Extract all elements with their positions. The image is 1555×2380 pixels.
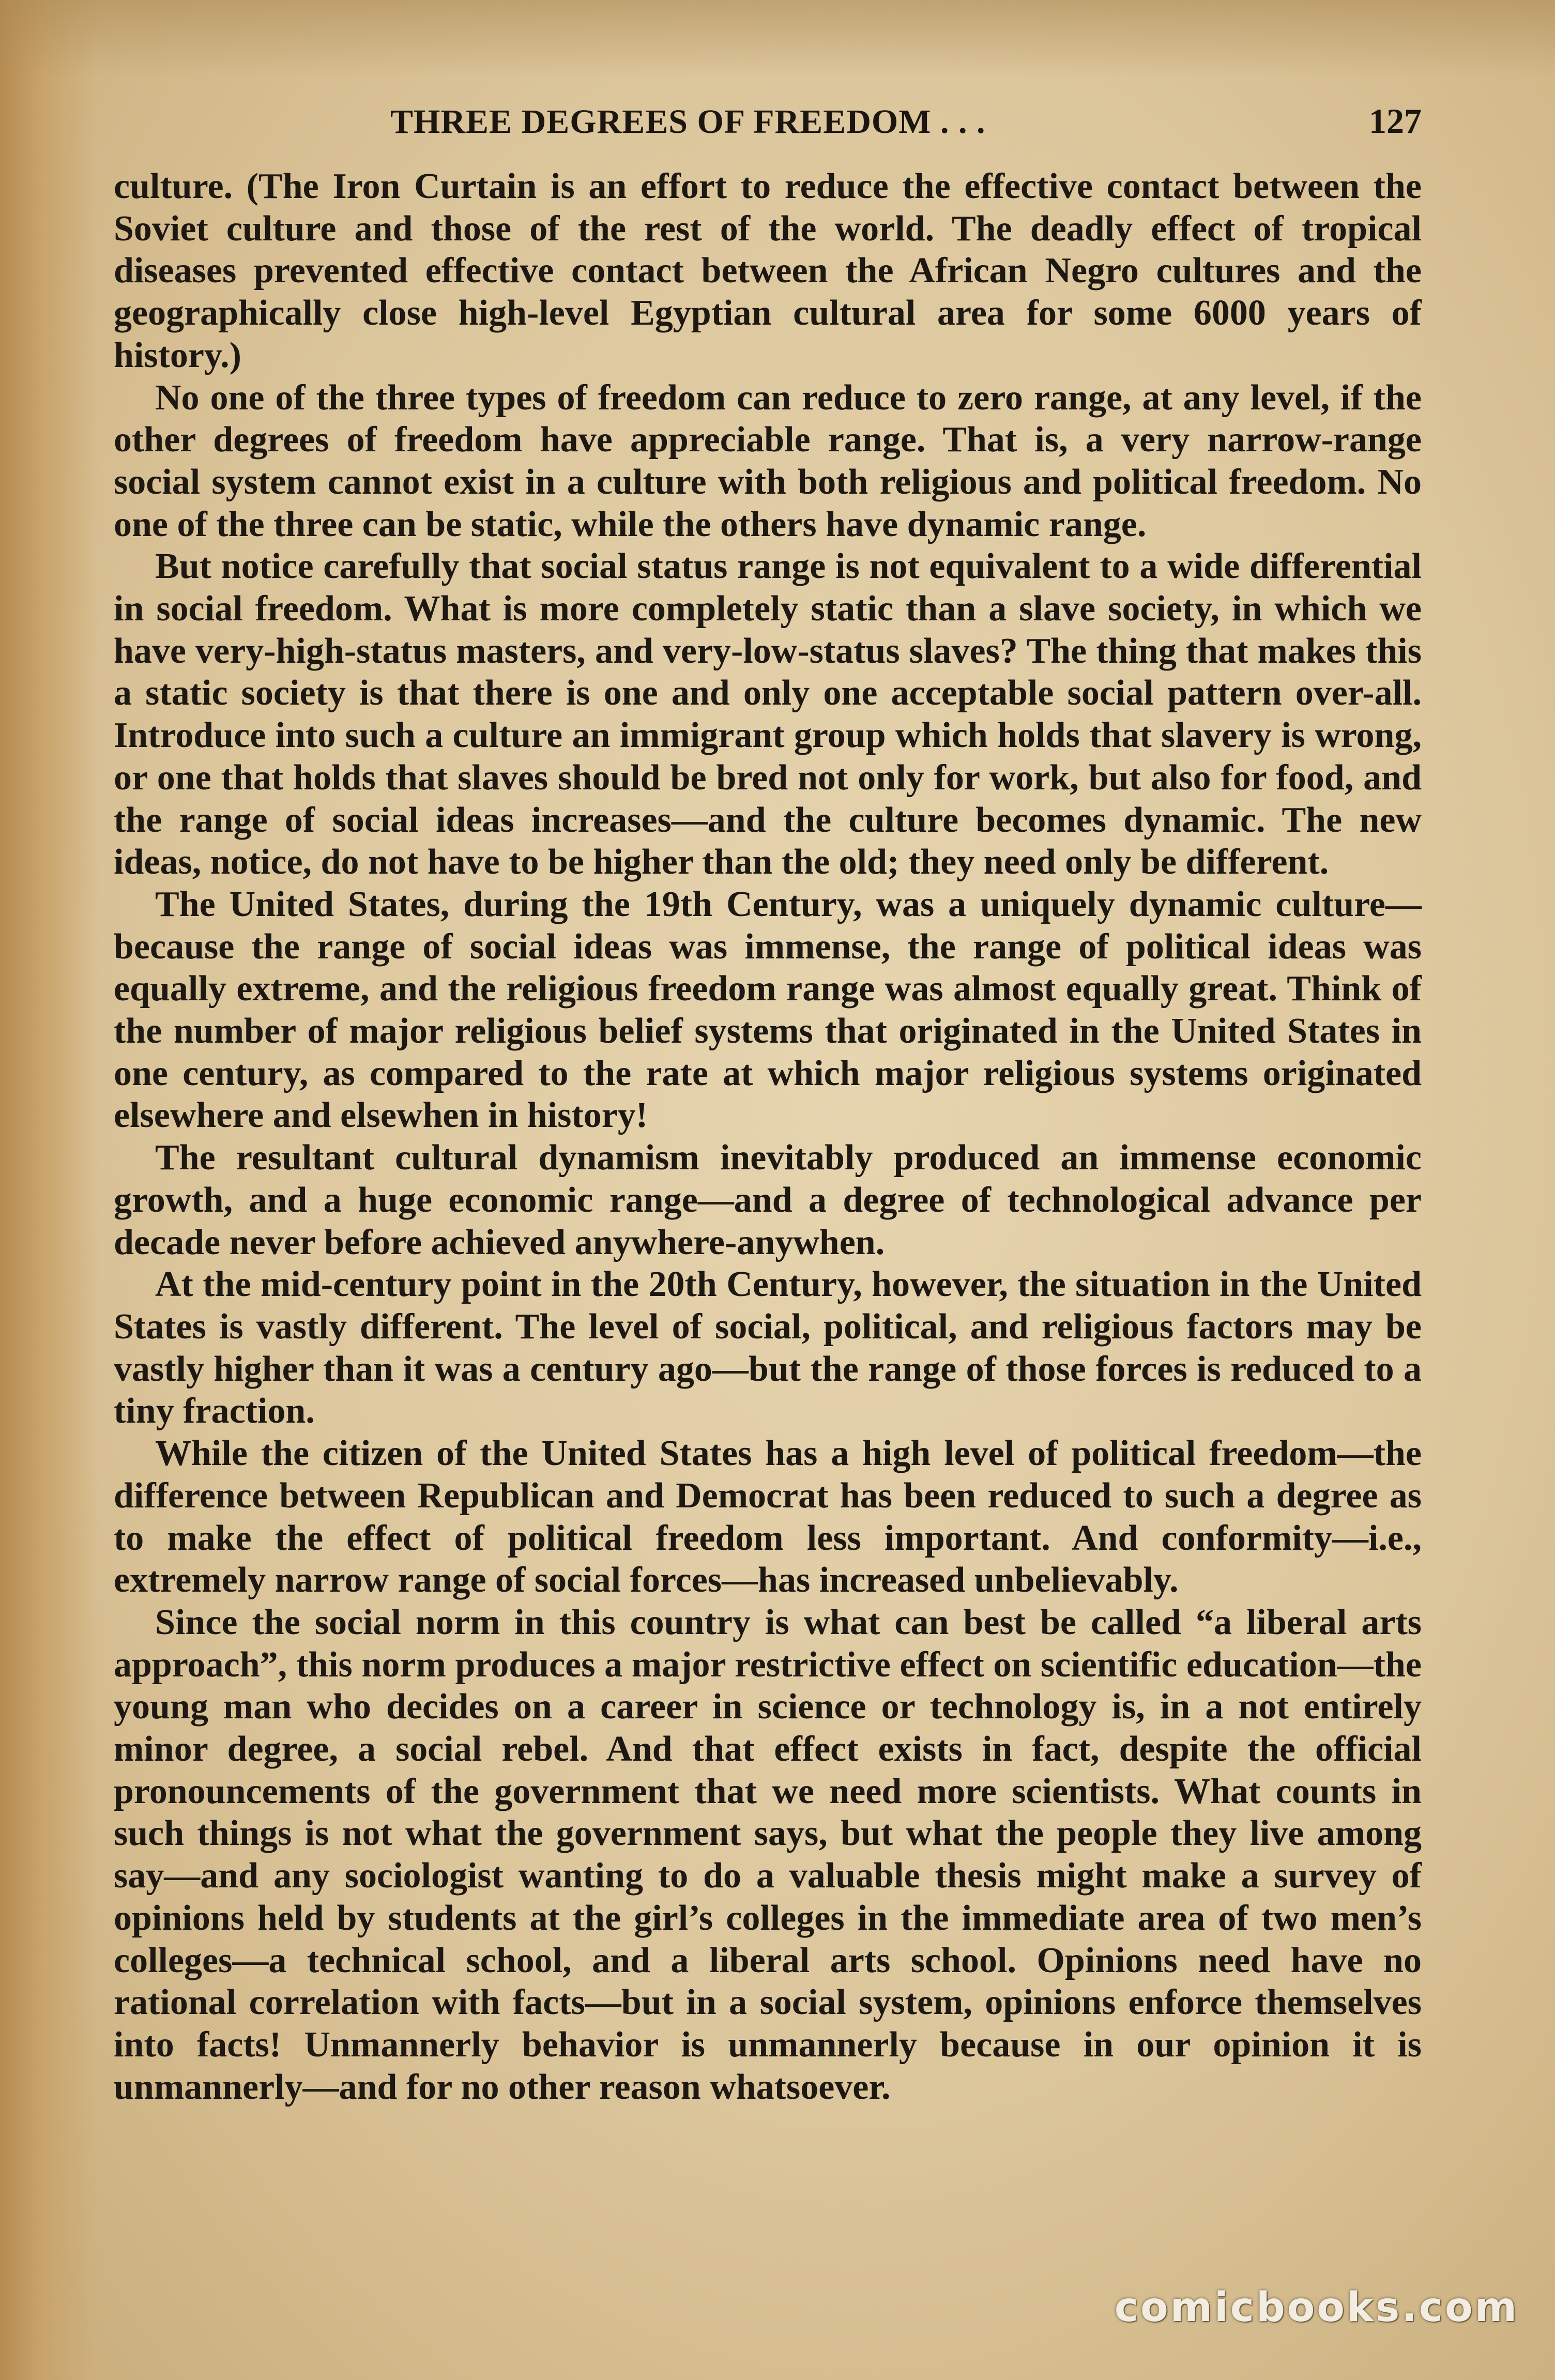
running-head [114,101,1422,142]
paragraph: While the citizen of the United States has a high level of political freedom—the difference between Republican and Democrat has been reduced to such a degree as to make the effect of political freedom less important. And conformity—i.e., extremely narrow range of social forces—has increased unbelievably. [114,1433,1422,1600]
paragraph: culture. (The Iron Curtain is an effort to reduce the effective contact between the Soviet culture and those of the rest of the world. The deadly effect of tropical diseases prevented effective contact between the African Negro cultures and the geographically close high-level Egyptian cultural area for some 6000 years of history.) [114,166,1422,375]
paragraph: Since the social norm in this country is what can best be called “a liberal arts approach”, this norm produces a major restrictive effect on scientific education—the young man who decides on a career in science or technology is, in a not entirely minor degree, a social rebel. And that effect exists in fact, despite the official pronouncements of the government that we need more scientists. What counts in such things is not what the government says, but what the people they live among say—and any sociologist wanting to do a valuable thesis might make a survey of opinions held by students at the girl’s colleges in the immediate area of two men’s colleges—a technical school, and a liberal arts school. Opinions need have no rational correlation with facts—but in a social system, opinions enforce themselves into facts! Unmannerly behavior is unmannerly because in our opinion it is unmannerly—and for no other reason whatsoever. [114,1602,1422,2107]
chapter-title: THREE DEGREES OF FREEDOM . . . [390,103,986,141]
paragraph: The United States, during the 19th Century, was a uniquely dynamic culture—because the range of social ideas was immense, the range of political ideas was equally extreme, and the religious freedom range was almost equally great. Think of the number of major religious belief systems that originated in the United States in one century, as compared to the rate at which major religious systems originated elsewhere and elsewhen in history! [114,884,1422,1136]
body-text [114,165,1422,2108]
paragraph: But notice carefully that social status range is not equivalent to a wide differential in social freedom. What is more completely static than a slave society, in which we have very-high-status masters, and very-low-status slaves? The thing that makes this a static society is that there is one and only one acceptable social pattern over-all. Introduce into such a culture an immigrant group which holds that slavery is wrong, or one that holds that slaves should be bred not only for work, but also for food, and the range of social ideas increases—and the culture becomes dynamic. The new ideas, notice, do not have to be higher than the old; they need only be different. [114,546,1422,882]
paragraph: At the mid-century point in the 20th Century, however, the situation in the United States is vastly different. The level of social, political, and religious factors may be vastly higher than it was a century ago—but the range of those forces is reduced to a tiny fraction. [114,1264,1422,1431]
paragraph: The resultant cultural dynamism inevitably produced an immense economic growth, and a huge economic range—and a degree of technological advance per decade never before achieved anywhere-anywhen. [114,1138,1422,1262]
watermark: comicbooks.com [1114,2284,1519,2331]
paragraph: No one of the three types of freedom can reduce to zero range, at any level, if the other degrees of freedom have appreciable range. That is, a very narrow-range social system cannot exist in a culture with both religious and political freedom. No one of the three can be static, while the others have dynamic range. [114,377,1422,544]
page-number: 127 [1369,101,1422,141]
